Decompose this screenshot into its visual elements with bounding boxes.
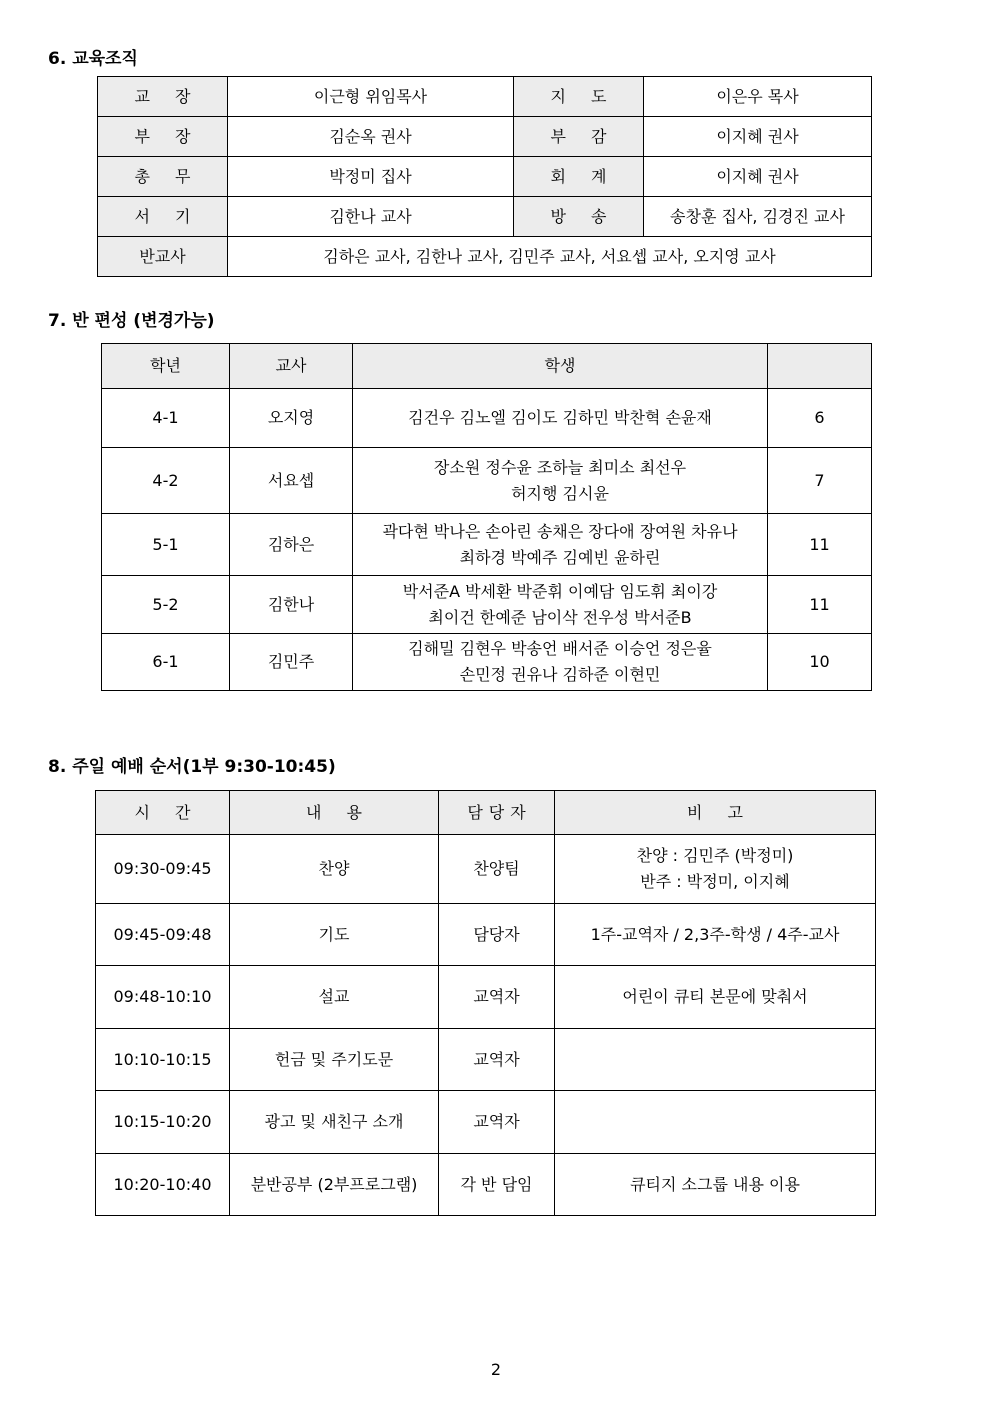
grade-cell: 5-2 xyxy=(102,576,230,634)
org-value: 김하은 교사, 김한나 교사, 김민주 교사, 서요셉 교사, 오지영 교사 xyxy=(228,237,872,277)
content-cell: 헌금 및 주기도문 xyxy=(230,1029,439,1091)
students-line: 박서준A 박세환 박준휘 이예담 임도휘 최이강 xyxy=(402,581,718,601)
person-cell: 각 반 담임 xyxy=(439,1154,555,1216)
content-cell: 분반공부 (2부프로그램) xyxy=(230,1154,439,1216)
person-cell: 교역자 xyxy=(439,966,555,1029)
students-line: 최이건 한예준 남이삭 전우성 박서준B xyxy=(428,607,692,627)
teacher-cell: 서요셉 xyxy=(230,448,353,514)
table-row xyxy=(102,576,872,634)
org-row xyxy=(98,77,872,117)
note-cell: 1주-교역자 / 2,3주-학생 / 4주-교사 xyxy=(555,904,876,966)
note-cell xyxy=(555,1029,876,1091)
table-row xyxy=(102,634,872,691)
note-cell: 큐티지 소그룹 내용 이용 xyxy=(555,1154,876,1216)
org-value: 김한나 교사 xyxy=(228,197,514,237)
table-row xyxy=(102,448,872,514)
org-label: 방 송 xyxy=(514,197,644,237)
org-row xyxy=(98,117,872,157)
students-cell xyxy=(353,389,768,448)
table-row xyxy=(96,1029,876,1091)
count-cell: 11 xyxy=(768,576,872,634)
teacher-cell: 김한나 xyxy=(230,576,353,634)
org-label: 부 장 xyxy=(98,117,228,157)
table-row xyxy=(96,904,876,966)
org-row xyxy=(98,237,872,277)
org-label: 부 감 xyxy=(514,117,644,157)
person-cell: 담당자 xyxy=(439,904,555,966)
class-section-title: 7. 반 편성 (변경가능) xyxy=(48,311,215,331)
note-line: 찬양 : 김민주 (박정미) xyxy=(636,846,794,865)
students-cell xyxy=(353,634,768,691)
count-cell: 11 xyxy=(768,514,872,576)
note-cell: 어린이 큐티 본문에 맞춰서 xyxy=(555,966,876,1029)
person-header: 담당자 xyxy=(439,791,555,835)
time-cell: 09:48-10:10 xyxy=(96,966,230,1029)
grade-cell: 4-1 xyxy=(102,389,230,448)
time-cell: 09:45-09:48 xyxy=(96,904,230,966)
count-cell: 6 xyxy=(768,389,872,448)
org-value: 이지혜 권사 xyxy=(644,117,872,157)
note-header: 비 고 xyxy=(555,791,876,835)
org-label: 총 무 xyxy=(98,157,228,197)
person-cell: 찬양팀 xyxy=(439,835,555,904)
students-line: 김건우 김노엘 김이도 김하민 박찬혁 손윤재 xyxy=(408,408,712,427)
teacher-header: 교사 xyxy=(230,344,353,389)
students-cell xyxy=(353,448,768,514)
grade-cell: 5-1 xyxy=(102,514,230,576)
content-cell: 설교 xyxy=(230,966,439,1029)
content-header: 내 용 xyxy=(230,791,439,835)
org-row xyxy=(98,197,872,237)
org-section-title: 6. 교육조직 xyxy=(48,49,138,69)
org-value: 이은우 목사 xyxy=(644,77,872,117)
worship-header-row xyxy=(96,791,876,835)
time-cell: 09:30-09:45 xyxy=(96,835,230,904)
note-line: 반주 : 박정미, 이지혜 xyxy=(640,872,790,891)
table-row xyxy=(102,389,872,448)
grade-cell: 6-1 xyxy=(102,634,230,691)
time-header: 시 간 xyxy=(96,791,230,835)
students-header: 학생 xyxy=(353,344,768,389)
note-cell xyxy=(555,835,876,904)
org-value: 김순옥 권사 xyxy=(228,117,514,157)
table-row xyxy=(96,1091,876,1154)
class-header-row xyxy=(102,344,872,389)
teacher-cell: 김하은 xyxy=(230,514,353,576)
students-cell xyxy=(353,514,768,576)
person-cell: 교역자 xyxy=(439,1029,555,1091)
org-label: 지 도 xyxy=(514,77,644,117)
students-line: 곽다현 박나은 손아린 송채은 장다애 장여원 차유나 xyxy=(382,521,738,541)
worship-table xyxy=(95,790,876,1216)
org-label: 서 기 xyxy=(98,197,228,237)
org-label: 회 계 xyxy=(514,157,644,197)
teacher-cell: 김민주 xyxy=(230,634,353,691)
students-line: 장소원 정수윤 조하늘 최미소 최선우 xyxy=(433,457,687,477)
page-number: 2 xyxy=(490,1360,502,1379)
count-header xyxy=(768,344,872,389)
note-cell xyxy=(555,1091,876,1154)
content-cell: 찬양 xyxy=(230,835,439,904)
table-row xyxy=(96,1154,876,1216)
org-row xyxy=(98,157,872,197)
students-line: 최하경 박예주 김예빈 윤하린 xyxy=(459,547,661,567)
students-cell xyxy=(353,576,768,634)
org-value: 송창훈 집사, 김경진 교사 xyxy=(644,197,872,237)
org-value: 박정미 집사 xyxy=(228,157,514,197)
worship-section-title: 8. 주일 예배 순서(1부 9:30-10:45) xyxy=(48,757,336,777)
time-cell: 10:10-10:15 xyxy=(96,1029,230,1091)
org-value: 이지혜 권사 xyxy=(644,157,872,197)
class-table xyxy=(101,343,872,691)
students-line: 허지행 김시윤 xyxy=(511,483,609,503)
org-table xyxy=(97,76,872,277)
teacher-cell: 오지영 xyxy=(230,389,353,448)
students-line: 김해밀 김현우 박송언 배서준 이승언 정은율 xyxy=(408,639,712,658)
grade-cell: 4-2 xyxy=(102,448,230,514)
time-cell: 10:15-10:20 xyxy=(96,1091,230,1154)
person-cell: 교역자 xyxy=(439,1091,555,1154)
time-cell: 10:20-10:40 xyxy=(96,1154,230,1216)
org-label: 반교사 xyxy=(98,237,228,277)
org-label: 교 장 xyxy=(98,77,228,117)
table-row xyxy=(102,514,872,576)
content-cell: 기도 xyxy=(230,904,439,966)
count-cell: 10 xyxy=(768,634,872,691)
org-value: 이근형 위임목사 xyxy=(228,77,514,117)
table-row xyxy=(96,835,876,904)
table-row xyxy=(96,966,876,1029)
students-line: 손민정 권유나 김하준 이현민 xyxy=(459,665,661,684)
content-cell: 광고 및 새친구 소개 xyxy=(230,1091,439,1154)
count-cell: 7 xyxy=(768,448,872,514)
grade-header: 학년 xyxy=(102,344,230,389)
